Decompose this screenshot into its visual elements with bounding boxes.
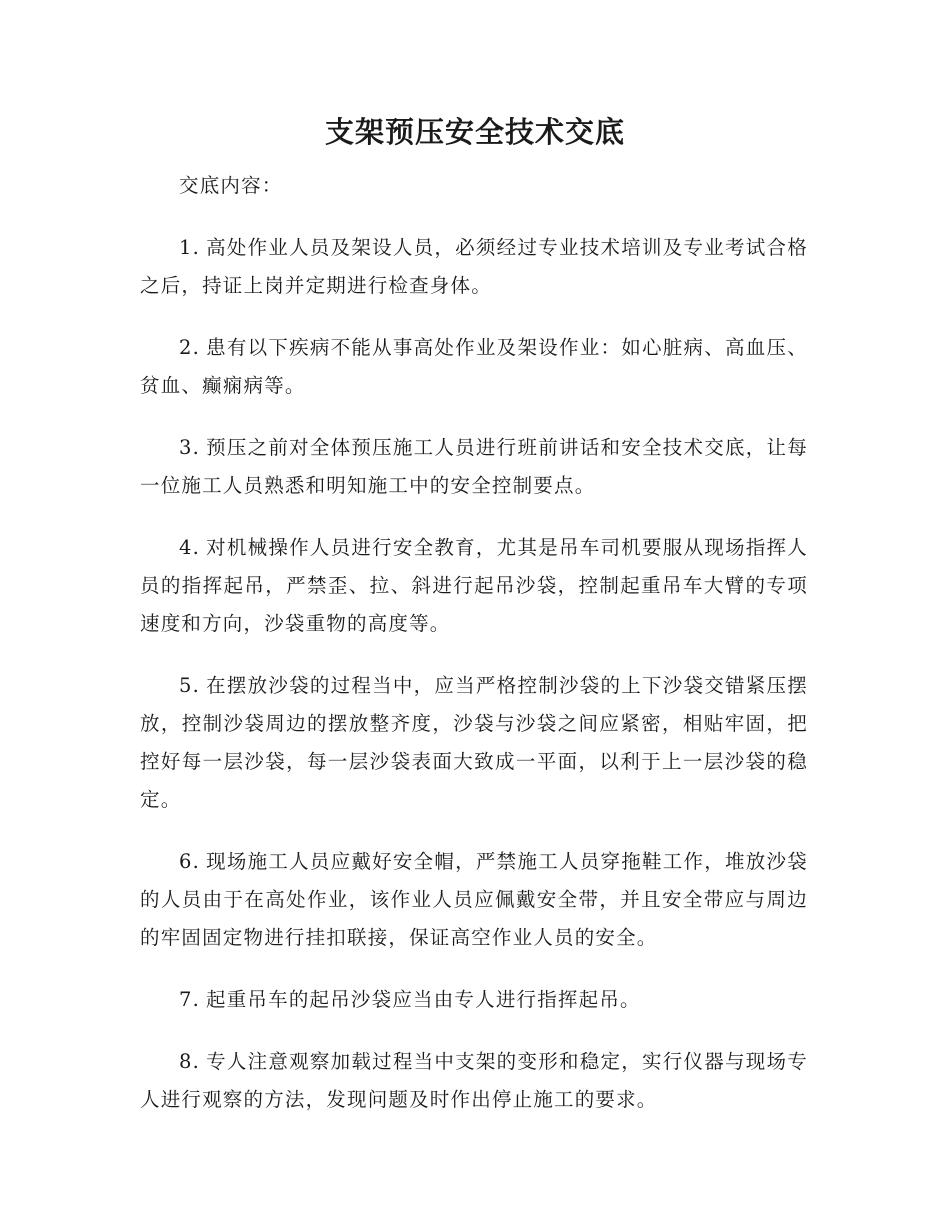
- item-number: 5.: [179, 674, 201, 697]
- item-number: 4.: [179, 536, 201, 559]
- list-item: [140, 843, 808, 957]
- list-item: [140, 981, 808, 1019]
- list-item: [140, 229, 808, 305]
- item-text: 现场施工人员应戴好安全帽，严禁施工人员穿拖鞋工作，堆放沙袋的人员由于在高处作业，该作业人员应佩戴安全带，并且安全带应与周边的牢固固定物进行挂扣联接，保证高空作业人员的安全。: [140, 850, 808, 949]
- item-number: 6.: [179, 850, 201, 873]
- intro-paragraph: 交底内容：: [179, 174, 283, 197]
- list-item: [140, 329, 808, 405]
- document-body: [140, 167, 808, 1143]
- item-text: 患有以下疾病不能从事高处作业及架设作业：如心脏病、高血压、贫血、癫痫病等。: [140, 336, 808, 397]
- item-number: 2.: [179, 336, 201, 359]
- item-number: 8.: [179, 1050, 201, 1073]
- list-item: [140, 529, 808, 643]
- item-text: 起重吊车的起吊沙袋应当由专人进行指挥起吊。: [206, 988, 641, 1011]
- item-text: 对机械操作人员进行安全教育，尤其是吊车司机要服从现场指挥人员的指挥起吊，严禁歪、拉、斜进行起吊沙袋，控制起重吊车大臂的专项速度和方向，沙袋重物的高度等。: [140, 536, 808, 635]
- item-text: 高处作业人员及架设人员，必须经过专业技术培训及专业考试合格之后，持证上岗并定期进行检查身体。: [140, 236, 808, 297]
- item-text: 预压之前对全体预压施工人员进行班前讲话和安全技术交底，让每一位施工人员熟悉和明知施工中的安全控制要点。: [140, 436, 808, 497]
- list-item: [140, 429, 808, 505]
- item-number: 3.: [179, 436, 201, 459]
- item-text: 在摆放沙袋的过程当中，应当严格控制沙袋的上下沙袋交错紧压摆放，控制沙袋周边的摆放整齐度，沙袋与沙袋之间应紧密，相贴牢固，把控好每一层沙袋，每一层沙袋表面大致成一平面，以利于上一层沙袋的稳定。: [140, 674, 808, 811]
- list-item: [140, 667, 808, 819]
- item-number: 7.: [179, 988, 201, 1011]
- item-text: 专人注意观察加载过程当中支架的变形和稳定，实行仪器与现场专人进行观察的方法，发现问题及时作出停止施工的要求。: [140, 1050, 808, 1111]
- page-title: 支架预压安全技术交底: [324, 115, 625, 149]
- item-number: 1.: [179, 236, 201, 259]
- list-item: [140, 1043, 808, 1119]
